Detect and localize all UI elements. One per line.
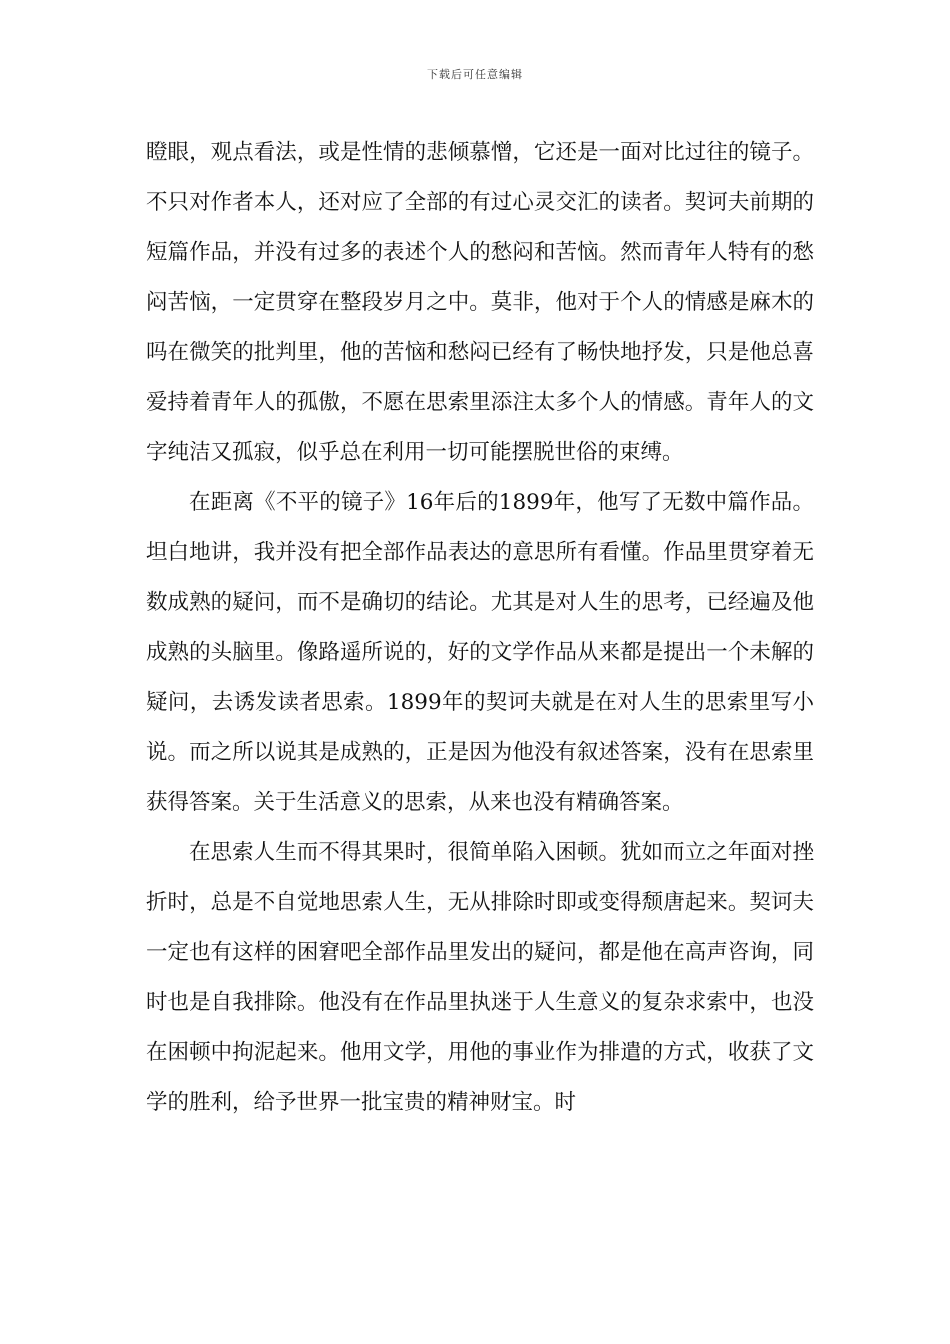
document-body bbox=[146, 128, 814, 1128]
paragraph-continuation: 瞪眼，观点看法，或是性情的悲倾慕憎，它还是一面对比过往的镜子。不只对作者本人，还对应了全部的有过心灵交汇的读者。契诃夫前期的短篇作品，并没有过多的表述个人的愁闷和苦恼。然而青年人特有的愁闷苦恼，一定贯穿在整段岁月之中。莫非，他对于个人的情感是麻木的吗在微笑的批判里，他的苦恼和愁闷已经有了畅快地抒发，只是他总喜爱持着青年人的孤傲，不愿在思索里添注太多个人的情感。青年人的文字纯洁又孤寂，似乎总在利用一切可能摆脱世俗的束缚。 bbox=[146, 140, 814, 465]
paragraph: 在距离《不平的镜子》16年后的1899年，他写了无数中篇作品。坦白地讲，我并没有把全部作品表达的意思所有看懂。作品里贯穿着无数成熟的疑问，而不是确切的结论。尤其是对人生的思考，已经遍及他成熟的头脑里。像路遥所说的，好的文学作品从来都是提出一个未解的疑问，去诱发读者思索。1899年的契诃夫就是在对人生的思索里写小说。而之所以说其是成熟的，正是因为他没有叙述答案，没有在思索里获得答案。关于生活意义的思索，从来也没有精确答案。 bbox=[146, 490, 814, 815]
page-header: 下载后可任意编辑 bbox=[427, 68, 523, 81]
paragraph: 在思索人生而不得其果时，很简单陷入困顿。犹如而立之年面对挫折时，总是不自觉地思索人生，无从排除时即或变得颓唐起来。契诃夫一定也有这样的困窘吧全部作品里发出的疑问，都是他在高声咨询，同时也是自我排除。他没有在作品里执迷于人生意义的复杂求索中，也没在困顿中拘泥起来。他用文学，用他的事业作为排遣的方式，收获了文学的胜利，给予世界一批宝贵的精神财宝。时 bbox=[146, 840, 814, 1115]
